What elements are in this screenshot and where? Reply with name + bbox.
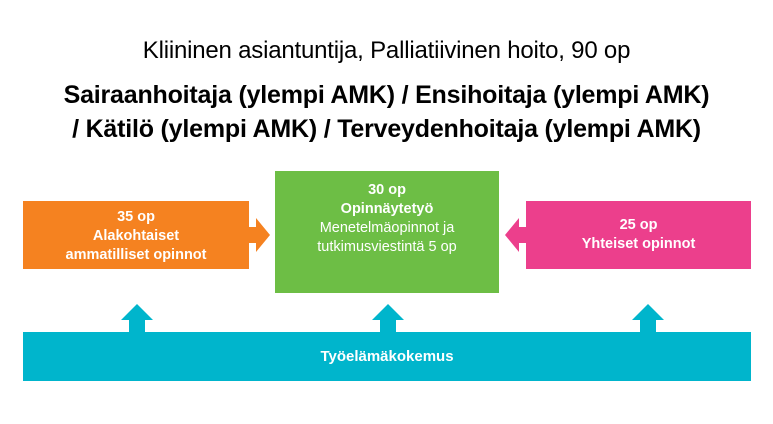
arrow-up-icon (372, 304, 404, 333)
box-left-credits: 35 op (117, 209, 155, 225)
arrow-up-icon (121, 304, 153, 333)
box-left-name-line2: ammatilliset opinnot (65, 247, 207, 263)
box-center-detail-line1: Menetelmäopinnot ja (319, 220, 455, 236)
arrow-up-icon (632, 304, 664, 333)
tyoelamakokemus-bar (23, 332, 751, 381)
box-yhteiset-opinnot (526, 201, 751, 269)
box-alakohtaiset-opinnot (23, 201, 249, 269)
box-center-credits: 30 op (368, 182, 406, 198)
box-left-name-line1: Alakohtaiset (92, 228, 180, 244)
subtitle: Kliininen asiantuntija, Palliatiivinen hoito, 90 op (142, 37, 631, 64)
box-opinnaytetyo (275, 171, 499, 293)
title-line-1: Sairaanhoitaja (ylempi AMK) / Ensihoitaja (ylempi AMK) (63, 81, 710, 109)
title-line-2: / Kätilö (ylempi AMK) / Terveydenhoitaja (ylempi AMK) (72, 115, 701, 143)
box-right-name: Yhteiset opinnot (581, 236, 696, 252)
box-center-detail-line2: tutkimusviestintä 5 op (317, 239, 457, 255)
box-center-name: Opinnäytetyö (340, 201, 434, 217)
arrow-right-icon (249, 218, 270, 252)
box-right-credits: 25 op (619, 217, 658, 233)
arrow-left-icon (505, 218, 526, 252)
bar-label: Työelämäkokemus (320, 348, 454, 365)
